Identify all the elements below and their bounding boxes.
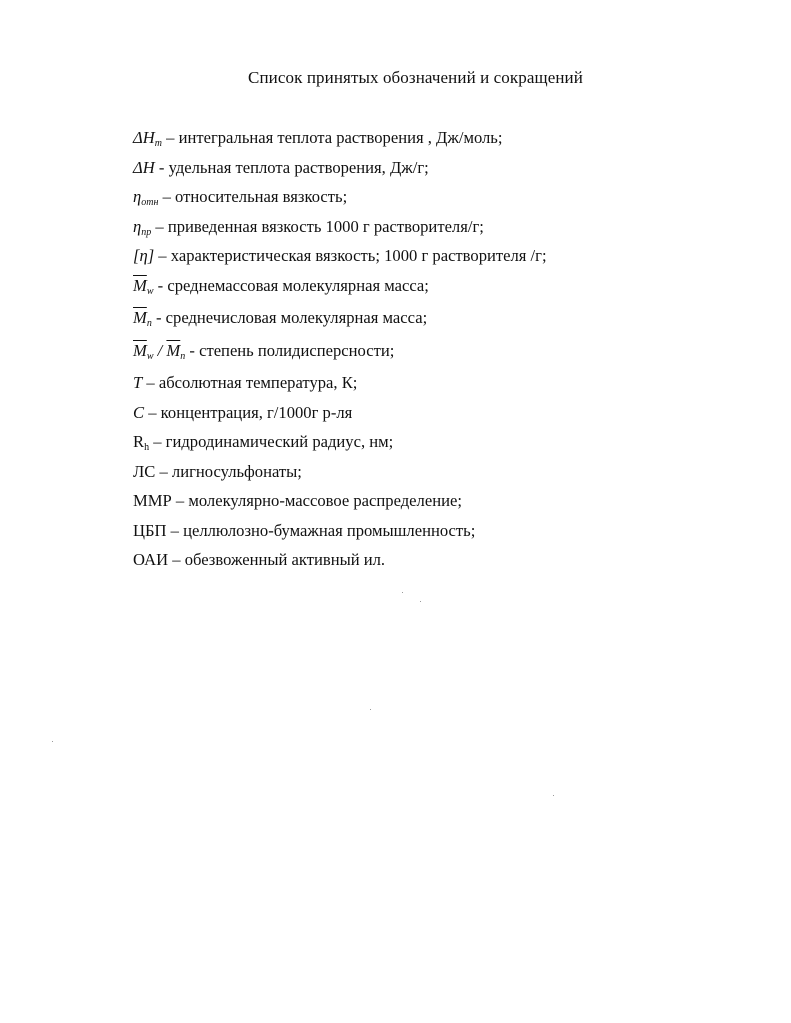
list-item <box>133 339 753 372</box>
definition: приведенная вязкость 1000 г растворителя/г; <box>167 216 484 236</box>
separator: - <box>153 275 168 295</box>
scan-speck <box>370 709 371 710</box>
list-item <box>133 548 753 578</box>
symbol: C <box>133 402 145 422</box>
scan-speck <box>420 601 421 602</box>
list-item <box>133 371 753 401</box>
list-item <box>133 126 753 156</box>
list-item <box>133 430 753 460</box>
separator: – <box>171 491 189 510</box>
definition: молекулярно-массовое распределение; <box>188 491 462 510</box>
symbol: $\overline{M}_w / \overline{M}_n$ <box>133 340 186 362</box>
definition: гидродинамический радиус, нм; <box>165 432 394 451</box>
list-item <box>133 274 753 307</box>
list-item <box>133 185 753 215</box>
symbol: $\eta_{отн}$ <box>133 187 159 208</box>
definition: абсолютная температура, К; <box>158 373 358 392</box>
page-title: Список принятых обозначений и сокращений <box>248 68 583 87</box>
list-item <box>133 244 753 274</box>
separator: – <box>158 187 176 206</box>
separator: – <box>168 550 185 569</box>
symbol: [η] <box>133 246 155 265</box>
separator: - <box>185 340 200 360</box>
symbol: ММР <box>133 491 172 510</box>
definition: среднемассовая молекулярная масса; <box>167 275 429 295</box>
symbol: ЦБП <box>133 520 167 540</box>
list-item <box>133 519 753 549</box>
separator: – <box>144 402 161 422</box>
list-item <box>133 401 753 431</box>
separator: – <box>151 216 168 236</box>
separator: - <box>151 308 166 327</box>
symbol: $R_h$ <box>133 432 150 453</box>
symbol: $\Delta H_m$ <box>133 128 162 149</box>
definition: относительная вязкость; <box>175 187 348 206</box>
definition: среднечисловая молекулярная масса; <box>165 308 428 327</box>
definition: удельная теплота растворения, Дж/г; <box>168 157 429 177</box>
definition: степень полидисперсности; <box>199 340 395 360</box>
scan-speck <box>402 592 403 593</box>
separator: – <box>142 373 159 392</box>
symbol: ОАИ <box>133 550 169 569</box>
definition: лигносульфонаты; <box>171 461 302 481</box>
definition: целлюлозно-бумажная промышленность; <box>183 520 476 540</box>
symbol: $\overline{M}_n$ <box>133 308 152 329</box>
list-item <box>133 489 753 519</box>
definition: характеристическая вязкость; 1000 г растворителя /г; <box>170 246 547 265</box>
list-item <box>133 306 753 339</box>
definition: интегральная теплота растворения , Дж/моль; <box>178 128 503 147</box>
list-item <box>133 156 753 186</box>
abbreviation-list <box>133 126 753 578</box>
definition: концентрация, г/1000г р-ля <box>160 402 353 422</box>
symbol: T <box>133 373 143 392</box>
separator: - <box>154 157 169 177</box>
list-item <box>133 460 753 490</box>
symbol: $\eta_{пр}$ <box>133 216 152 238</box>
symbol: ЛС <box>133 461 156 481</box>
separator: – <box>149 432 166 451</box>
scan-speck <box>553 795 554 796</box>
definition: обезвоженный активный ил. <box>184 550 386 569</box>
separator: – <box>161 128 179 147</box>
separator: – <box>155 461 172 481</box>
separator: – <box>154 246 171 265</box>
separator: – <box>166 520 184 540</box>
symbol: $\overline{M}_w$ <box>133 275 154 297</box>
list-item <box>133 215 753 245</box>
scan-speck <box>52 741 53 742</box>
symbol: ΔH <box>133 157 155 177</box>
